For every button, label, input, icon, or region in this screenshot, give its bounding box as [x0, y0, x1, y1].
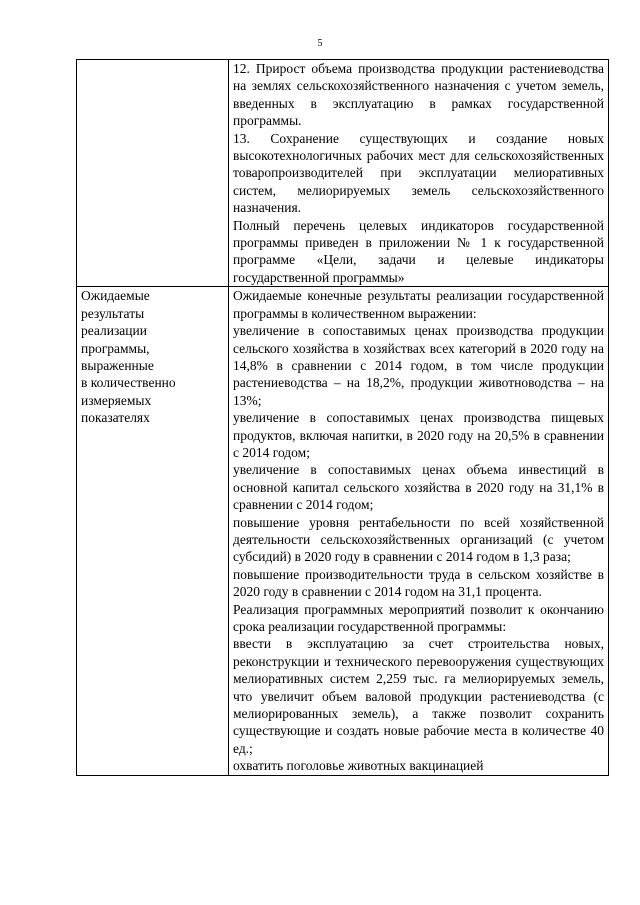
result-investment-growth: увеличение в сопоставимых ценах объема инвестиций в основной капитал сельского хозяйства в 2020 году на 31,1% в сравнении с 2014 годом;: [233, 462, 604, 513]
label-line: показателях: [81, 410, 150, 426]
result-vaccination: охватить поголовье животных вакцинацией: [233, 758, 484, 774]
row2-content-cell: [229, 287, 609, 775]
indicator-reference-paragraph: Полный перечень целевых индикаторов государственной программы приведен в приложении № 1 к государственной программе «Цели, задачи и целевые индикаторы государственной программы»: [233, 217, 604, 285]
table-row: [77, 60, 609, 287]
table-row: [77, 287, 609, 775]
result-land-reclamation: ввести в эксплуатацию за счет строительства новых, реконструкции и технического перевооружения существующих мелиоративных систем 2,259 тыс. га мелиорируемых земель, что увеличит объем валовой продукции растениеводства (с мелиорированных земель), а также позволит сохранить существующие и создать новые рабочие места в количестве 40 ед.;: [233, 636, 604, 756]
results-intro-paragraph: Ожидаемые конечные результаты реализации государственной программы в количественном выражении:: [233, 288, 604, 321]
document-table: [76, 59, 609, 776]
result-labor-productivity: повышение производительности труда в сельском хозяйстве в 2020 году в сравнении с 2014 годом на 31,1 процента.: [233, 566, 604, 600]
label-line: результаты: [81, 305, 145, 321]
result-profitability: повышение уровня рентабельности по всей хозяйственной деятельности сельскохозяйственных организаций (с учетом субсидий) в 2020 году в сравнении с 2014 годом в 1,3 раза;: [233, 514, 604, 565]
label-line: программы,: [81, 340, 150, 356]
row1-label-cell: [77, 60, 229, 287]
row1-content-cell: [229, 60, 609, 287]
result-production-growth: увеличение в сопоставимых ценах производства продукции сельского хозяйства в хозяйствах всех категорий в 2020 году на 14,8% в сравнении с 2014 годом, в том числе продукции растениеводства – на 18,2%, продукции животноводства – на 13%;: [233, 323, 604, 408]
indicator-13-paragraph: 13. Сохранение существующих и создание новых высокотехнологичных рабочих мест для сельскохозяйственных товаропроизводителей при эксплуатации мелиоративных систем, мелиорируемых земель сельскохозяйственного назначения.: [233, 130, 604, 216]
program-measures-intro: Реализация программных мероприятий позволит к окончанию срока реализации государственной программы:: [233, 601, 604, 634]
label-line: Ожидаемые: [81, 288, 150, 304]
page-number: 5: [317, 38, 323, 49]
label-line: выраженные: [81, 357, 154, 373]
result-food-production: увеличение в сопоставимых ценах производства пищевых продуктов, включая напитки, в 2020 году на 20,5% в сравнении с 2014 годом;: [233, 410, 604, 460]
indicator-12-paragraph: 12. Прирост объема производства продукции растениеводства на землях сельскохозяйственного назначения с учетом земель, введенных в эксплуатацию в рамках государственной программы.: [233, 61, 604, 129]
label-line: в количественно: [81, 375, 176, 391]
row2-label-cell: [77, 287, 229, 775]
label-line: реализации: [81, 323, 147, 339]
label-line: измеряемых: [81, 392, 152, 408]
